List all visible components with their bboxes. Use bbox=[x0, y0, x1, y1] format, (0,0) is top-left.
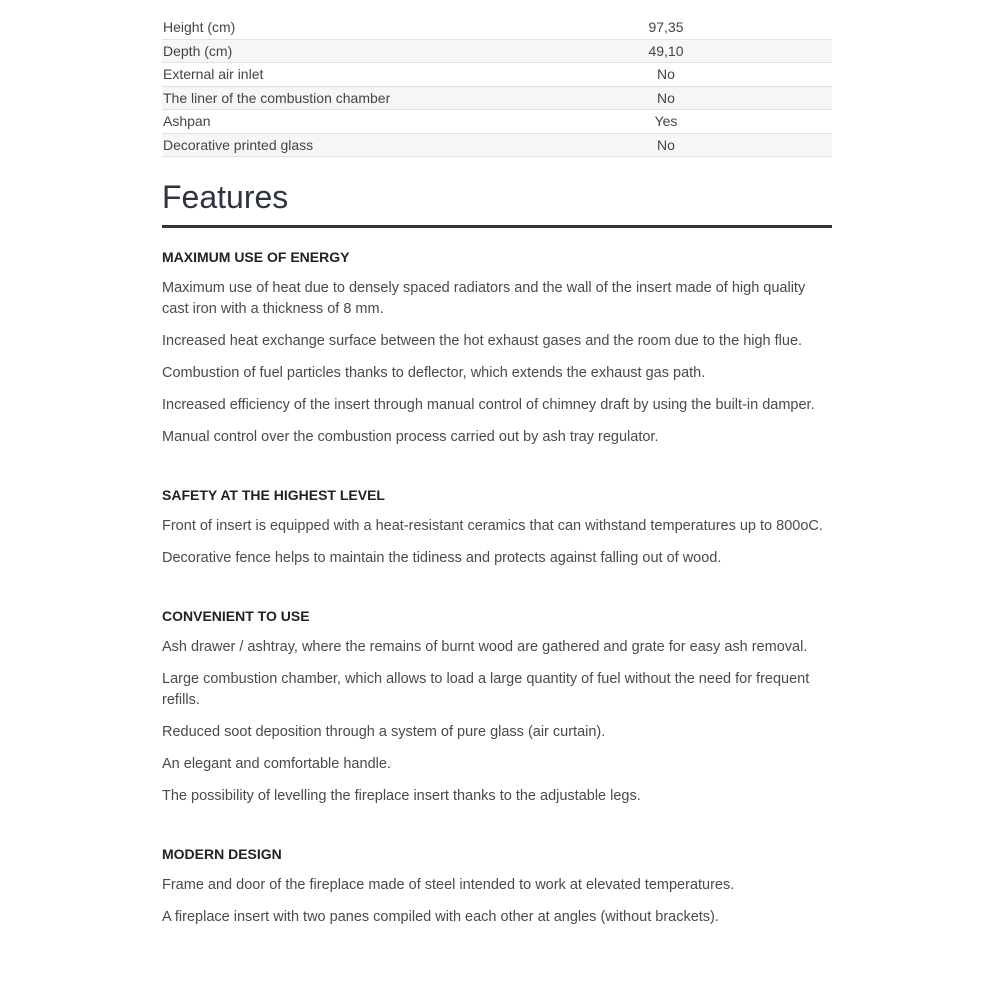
feature-item: Maximum use of heat due to densely spaced radiators and the wall of the insert made of high quality cast iron with a thickness of 8 mm. bbox=[162, 280, 806, 317]
feature-item: Frame and door of the fireplace made of steel intended to work at elevated temperatures. bbox=[162, 877, 735, 893]
table-row bbox=[162, 110, 832, 134]
feature-heading: SAFETY AT THE HIGHEST LEVEL bbox=[162, 487, 385, 503]
feature-group-energy bbox=[162, 248, 832, 448]
feature-item: Large combustion chamber, which allows to load a large quantity of fuel without the need for frequent refills. bbox=[162, 671, 810, 708]
table-row bbox=[162, 63, 832, 87]
feature-item: The possibility of levelling the fireplace insert thanks to the adjustable legs. bbox=[162, 788, 641, 804]
table-row bbox=[162, 86, 832, 110]
feature-item: Reduced soot deposition through a system of pure glass (air curtain). bbox=[162, 724, 606, 740]
spec-label: Height (cm) bbox=[162, 16, 499, 39]
spec-label: Depth (cm) bbox=[162, 39, 499, 63]
feature-item: Decorative fence helps to maintain the tidiness and protects against falling out of wood. bbox=[162, 550, 722, 566]
feature-group-design bbox=[162, 845, 832, 928]
spec-label: Decorative printed glass bbox=[162, 133, 499, 157]
table-row bbox=[162, 133, 832, 157]
features-title: Features bbox=[162, 177, 832, 228]
feature-group-convenience bbox=[162, 607, 832, 807]
spec-label: The liner of the combustion chamber bbox=[162, 86, 499, 110]
feature-group-safety bbox=[162, 486, 832, 569]
feature-heading: CONVENIENT TO USE bbox=[162, 608, 310, 624]
feature-item: An elegant and comfortable handle. bbox=[162, 756, 391, 772]
feature-item: A fireplace insert with two panes compiled with each other at angles (without brackets). bbox=[162, 909, 719, 925]
specifications-table bbox=[162, 16, 832, 157]
feature-item: Increased heat exchange surface between the hot exhaust gases and the room due to the high flue. bbox=[162, 333, 803, 349]
table-row bbox=[162, 39, 832, 63]
spec-value: Yes bbox=[499, 110, 832, 134]
spec-value: 97,35 bbox=[499, 16, 832, 39]
feature-item: Manual control over the combustion process carried out by ash tray regulator. bbox=[162, 429, 659, 445]
spec-value: No bbox=[499, 133, 832, 157]
feature-item: Combustion of fuel particles thanks to deflector, which extends the exhaust gas path. bbox=[162, 365, 706, 381]
feature-item: Ash drawer / ashtray, where the remains of burnt wood are gathered and grate for easy ash removal. bbox=[162, 639, 808, 655]
spec-value: No bbox=[499, 63, 832, 87]
feature-heading: MODERN DESIGN bbox=[162, 846, 282, 862]
spec-value: 49,10 bbox=[499, 39, 832, 63]
table-row bbox=[162, 16, 832, 39]
feature-item: Front of insert is equipped with a heat-resistant ceramics that can withstand temperatures up to 800oC. bbox=[162, 518, 823, 534]
feature-item: Increased efficiency of the insert through manual control of chimney draft by using the built-in damper. bbox=[162, 397, 815, 413]
feature-heading: MAXIMUM USE OF ENERGY bbox=[162, 249, 350, 265]
spec-label: Ashpan bbox=[162, 110, 499, 134]
spec-value: No bbox=[499, 86, 832, 110]
product-details bbox=[162, 16, 832, 939]
spec-label: External air inlet bbox=[162, 63, 499, 87]
